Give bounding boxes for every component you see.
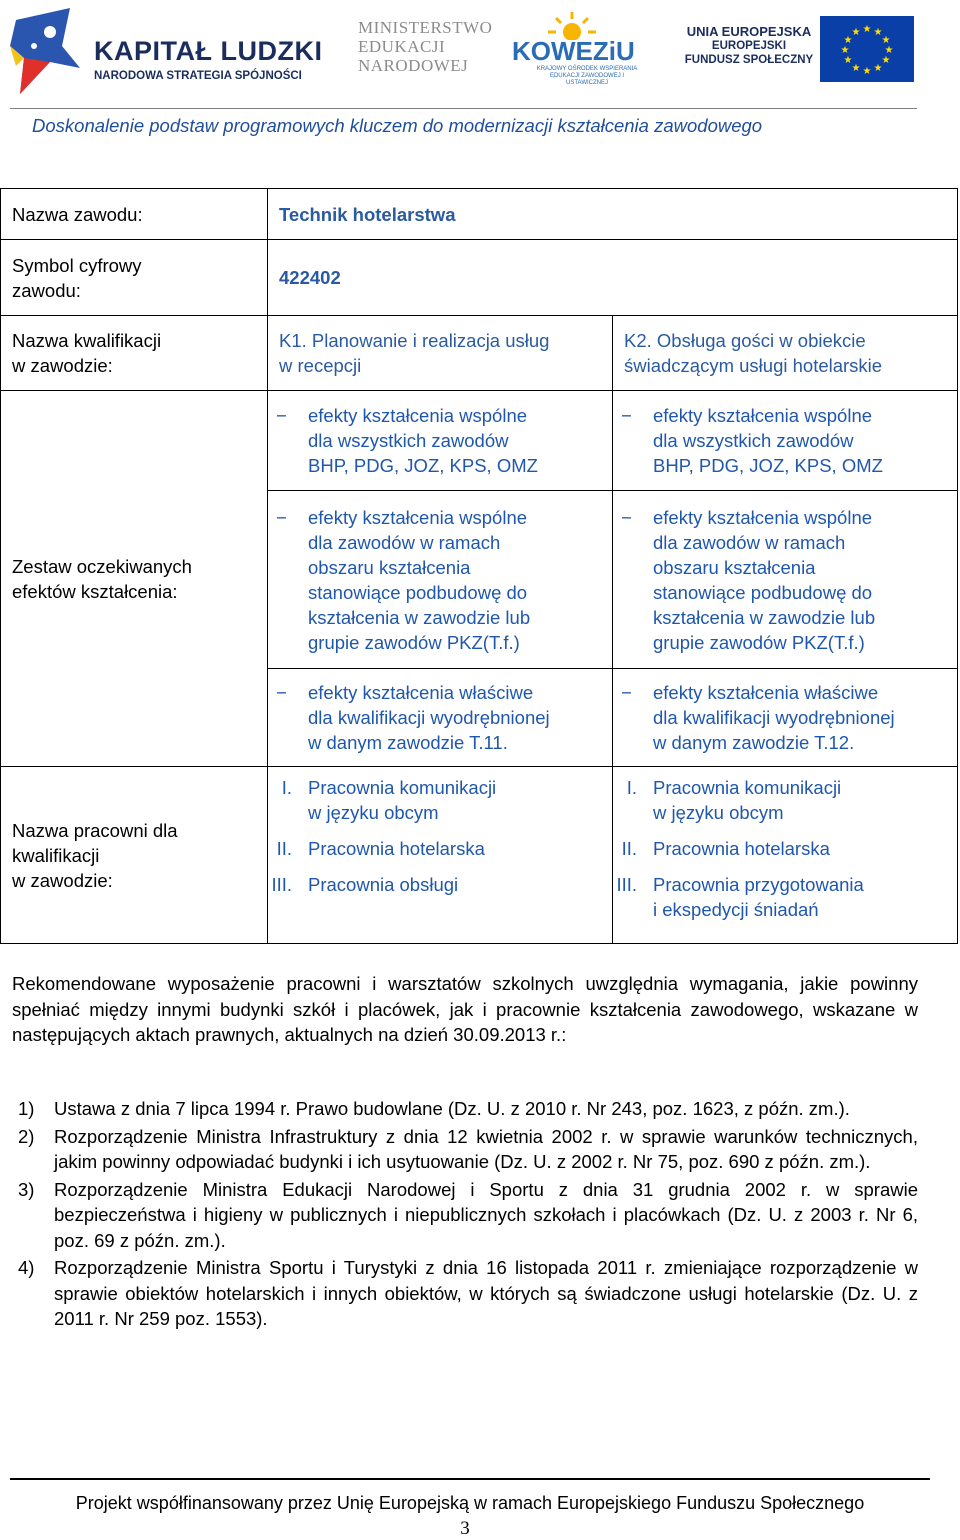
row-effects-common	[1, 391, 958, 491]
svg-text:★: ★	[862, 66, 872, 77]
svg-text:★: ★	[881, 35, 891, 46]
effects-k2-specific: − efekty kształcenia właściwe dla kwalifikacji wyodrębnionej w danym zawodzie T.12.	[613, 669, 958, 767]
header-logos	[0, 0, 960, 108]
svg-text:★: ★	[873, 27, 883, 38]
label-expected-effects: Zestaw oczekiwanych efektów kształcenia:	[1, 391, 268, 767]
row-qualification-name	[1, 316, 958, 391]
effects-k2-pkz: − efekty kształcenia wspólne dla zawodów w ramach obszaru kształcenia stanowiące podbudowę do kształcenia w zawodzie lub grupie zawodów PKZ(T.f.)	[613, 491, 958, 669]
effects-k2-common: − efekty kształcenia wspólne dla wszystkich zawodów BHP, PDG, JOZ, KPS, OMZ	[613, 391, 958, 491]
svg-text:★: ★	[862, 24, 872, 35]
labs-k2: I. Pracownia komunikacji w języku obcym II. Pracownia hotelarska III. Pracownia przygotowania i ekspedycji śniadań	[613, 767, 958, 944]
svg-text:★: ★	[881, 55, 891, 66]
svg-text:★: ★	[851, 63, 861, 74]
qualification-table	[0, 188, 958, 944]
label-labs: Nazwa pracowni dla kwalifikacji w zawodzie:	[1, 767, 268, 944]
label-qualification-name: Nazwa kwalifikacji w zawodzie:	[1, 316, 268, 391]
legal-act-item: 1) Ustawa z dnia 7 lipca 1994 r. Prawo budowlane (Dz. U. z 2010 r. Nr 243, poz. 1623, z późn. zm.).	[18, 1098, 850, 1119]
kapital-ludzki-logo	[10, 6, 323, 96]
men-line-3: NARODOWEJ	[358, 56, 469, 75]
legal-act-item: 2) Rozporządzenie Ministra Infrastruktury z dnia 12 kwietnia 2002 r. w sprawie warunków technicznych, jakim powinny odpowiadać budynki i ich usytuowanie (Dz. U. z 2002 r. Nr 75, poz. 690 z późn. zm.).	[18, 1125, 918, 1172]
men-line-1: MINISTERSTWO	[358, 18, 493, 37]
svg-text:★: ★	[843, 55, 853, 66]
svg-text:★: ★	[884, 45, 894, 56]
koweziu-subtitle: KRAJOWY OŚRODEK WSPIERANIA EDUKACJI ZAWODOWEJ I USTAWICZNEJ	[536, 66, 638, 86]
label-occupation-name: Nazwa zawodu:	[1, 189, 268, 240]
value-qualification-k1: K1. Planowanie i realizacja usług w recepcji	[268, 316, 613, 391]
men-logo	[358, 18, 498, 88]
ue-text	[682, 24, 816, 67]
label-occupation-symbol: Symbol cyfrowy zawodu:	[1, 240, 268, 316]
effects-k1-specific: − efekty kształcenia właściwe dla kwalifikacji wyodrębnionej w danym zawodzie T.11.	[268, 669, 613, 767]
project-subtitle: Doskonalenie podstaw programowych kluczem do modernizacji kształcenia zawodowego	[32, 115, 763, 136]
koweziu-logo	[512, 10, 638, 90]
row-occupation-symbol	[1, 240, 958, 316]
labs-k1: I. Pracownia komunikacji w języku obcym II. Pracownia hotelarska III. Pracownia obsługi	[268, 767, 613, 944]
ue-line-3: FUNDUSZ SPOŁECZNY	[684, 54, 814, 66]
svg-text:★: ★	[843, 35, 853, 46]
footer-text: Projekt współfinansowany przez Unię Europejską w ramach Europejskiego Funduszu Społecznego	[75, 1493, 865, 1513]
page-number: 3	[460, 1518, 470, 1539]
kapital-ludzki-subtitle: NARODOWA STRATEGIA SPÓJNOŚCI	[94, 70, 302, 82]
row-labs	[1, 767, 958, 944]
svg-text:★: ★	[873, 63, 883, 74]
ue-line-2: EUROPEJSKI	[711, 40, 787, 52]
ue-line-1: UNIA EUROPEJSKA	[686, 24, 812, 39]
legal-act-item: 3) Rozporządzenie Ministra Edukacji Narodowej i Sportu z dnia 31 grudnia 2002 r. w sprawie bezpieczeństwa i higieny w publicznych i niepublicznych szkołach i placówkach (Dz. U. z 2003 r. Nr 6, poz. 69 z późn. zm.).	[18, 1178, 918, 1251]
value-qualification-k2: K2. Obsługa gości w obiekcie świadczącym usługi hotelarskie	[613, 316, 958, 391]
effects-k1-common: − efekty kształcenia wspólne dla wszystkich zawodów BHP, PDG, JOZ, KPS, OMZ	[268, 391, 613, 491]
eu-flag-icon	[820, 16, 914, 82]
men-line-2: EDUKACJI	[358, 37, 446, 56]
value-occupation-name: Technik hotelarstwa	[268, 189, 958, 240]
svg-text:★: ★	[851, 27, 861, 38]
kapital-ludzki-title: KAPITAŁ LUDZKI	[94, 36, 323, 66]
recommendation-paragraph: Rekomendowane wyposażenie pracowni i warsztatów szkolnych uwzględnia wymagania, jakie powinny spełniać między innymi budynki szkół i placówek, jak i pracownie kształcenia zawodowego, wskazane w następujących aktach prawnych, aktualnych na dzień 30.09.2013 r.:	[12, 973, 918, 1045]
legal-act-item: 4) Rozporządzenie Ministra Sportu i Turystyki z dnia 16 listopada 2011 r. zmieniające rozporządzenie w sprawie obiektów hotelarskich i innych obiektów, w których są świadczone usługi hotelarskie (Dz. U. z 2011 r. Nr 259 poz. 1553).	[18, 1257, 918, 1329]
ue-logo	[682, 24, 932, 94]
svg-text:★: ★	[840, 45, 850, 56]
value-occupation-symbol: 422402	[268, 240, 958, 316]
header-rule	[10, 108, 917, 109]
effects-k1-pkz: − efekty kształcenia wspólne dla zawodów w ramach obszaru kształcenia stanowiące podbudowę do kształcenia w zawodzie lub grupie zawodów PKZ(T.f.)	[268, 491, 613, 669]
row-occupation-name	[1, 189, 958, 240]
footer-rule	[10, 1478, 930, 1480]
koweziu-title: KOWEZiU	[512, 36, 635, 66]
kapital-ludzki-star-icon	[10, 6, 82, 96]
legal-acts-list	[18, 1096, 918, 1334]
